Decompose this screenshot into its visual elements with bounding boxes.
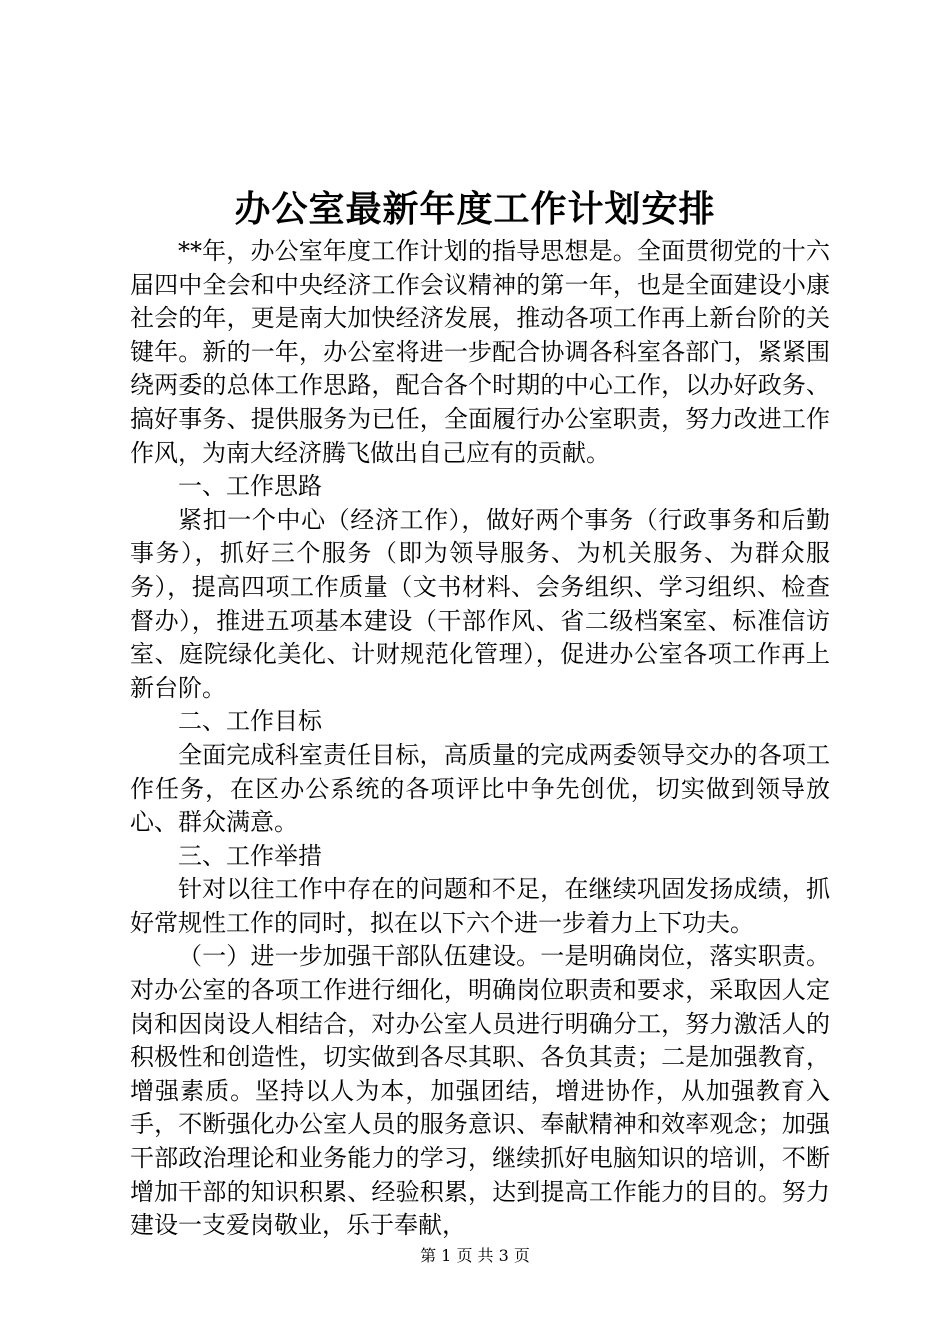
section-heading-work-measures: 三、工作举措 (178, 841, 322, 870)
section-heading-work-goals: 二、工作目标 (178, 707, 322, 736)
page-number-footer: 第 1 页 共 3 页 (420, 1246, 530, 1265)
document-body (130, 235, 830, 1243)
paragraph-work-goals: 全面完成科室责任目标，高质量的完成两委领导交办的各项工作任务，在区办公系统的各项评比中争先创优，切实做到领导放心、群众满意。 (130, 740, 830, 837)
paragraph-work-measures: 针对以往工作中存在的问题和不足，在继续巩固发扬成绩，抓好常规性工作的同时，拟在以下六个进一步着力上下功夫。 (130, 875, 830, 937)
paragraph-work-approach: 紧扣一个中心（经济工作），做好两个事务（行政事务和后勤事务），抓好三个服务（即为领导服务、为机关服务、为群众服务），提高四项工作质量（文书材料、会务组织、学习组织、检查督办），推进五项基本建设（干部作风、省二级档案室、标准信访室、庭院绿化美化、计财规范化管理），促进办公室各项工作再上新台阶。 (130, 505, 830, 702)
document-title: 办公室最新年度工作计划安排 (234, 188, 716, 230)
section-heading-work-approach: 一、工作思路 (178, 472, 322, 501)
paragraph-intro: **年，办公室年度工作计划的指导思想是。全面贯彻党的十六届四中全会和中央经济工作会议精神的第一年，也是全面建设小康社会的年，更是南大加快经济发展，推动各项工作再上新台阶的关键年。新的一年，办公室将进一步配合协调各科室各部门，紧紧围绕两委的总体工作思路，配合各个时期的中心工作，以办好政务、搞好事务、提供服务为已任，全面履行办公室职责，努力改进工作作风，为南大经济腾飞做出自己应有的贡献。 (130, 237, 830, 467)
paragraph-measure-1: （一）进一步加强干部队伍建设。一是明确岗位，落实职责。对办公室的各项工作进行细化，明确岗位职责和要求，采取因人定岗和因岗设人相结合，对办公室人员进行明确分工，努力激活人的积极性和创造性，切实做到各尽其职、各负其责；二是加强教育，增强素质。坚持以人为本，加强团结，增进协作，从加强教育入手，不断强化办公室人员的服务意识、奉献精神和效率观念；加强干部政治理论和业务能力的学习，继续抓好电脑知识的培训，不断增加干部的知识积累、经验积累，达到提高工作能力的目的。努力建设一支爱岗敬业，乐于奉献， (130, 942, 830, 1240)
